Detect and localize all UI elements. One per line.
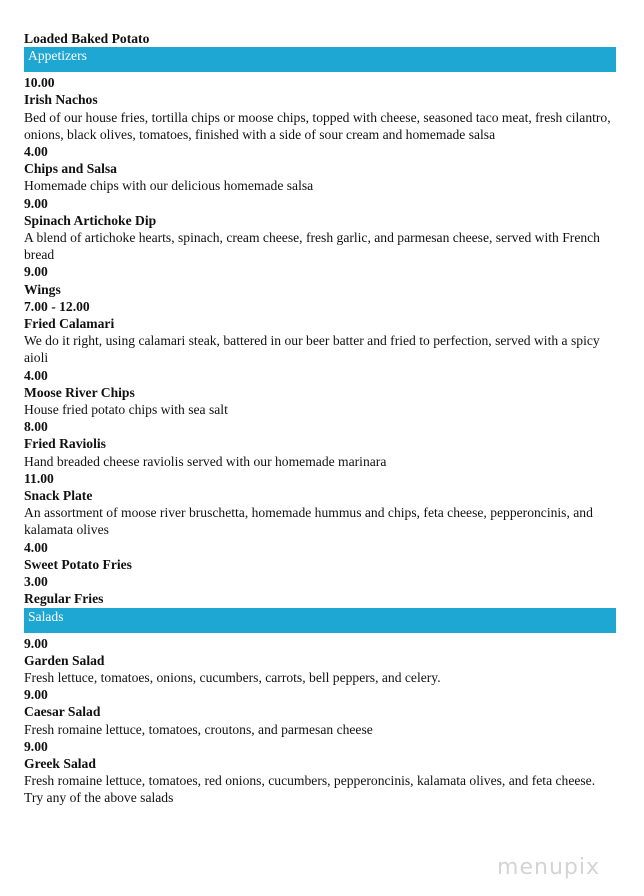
- item-description: House fried potato chips with sea salt: [24, 402, 228, 418]
- item-name: Wings: [24, 281, 61, 297]
- salads-heading: Salads: [24, 608, 616, 633]
- item-description: Bed of our house fries, tortilla chips or moose chips, topped with cheese, seasoned taco meat, fresh cilantro, onions, black olives, tomatoes, finished with a side of sour cream and homemade salsa: [24, 109, 611, 142]
- item-name: Garden Salad: [24, 652, 105, 668]
- item-description: Homemade chips with our delicious homemade salsa: [24, 178, 314, 194]
- item-name: Moose River Chips: [24, 384, 135, 400]
- item-price: 8.00: [24, 419, 48, 435]
- item-price: 9.00: [24, 687, 48, 703]
- item-price: 10.00: [24, 75, 55, 91]
- item-price: 3.00: [24, 574, 48, 590]
- item-name: Fried Raviolis: [24, 436, 106, 452]
- item-price: 9.00: [24, 738, 48, 754]
- item-description: Fresh lettuce, tomatoes, onions, cucumbers, carrots, bell peppers, and celery.: [24, 669, 441, 685]
- item-description: Fresh romaine lettuce, tomatoes, croutons, and parmesan cheese: [24, 721, 373, 737]
- item-price: 9.00: [24, 635, 48, 651]
- item-price: 4.00: [24, 367, 48, 383]
- item-name: Snack Plate: [24, 488, 93, 504]
- item-description: Fresh romaine lettuce, tomatoes, red onions, cucumbers, pepperoncinis, kalamata olives, and feta cheese. Try any of the above salads: [24, 773, 596, 806]
- item-name: Chips and Salsa: [24, 161, 117, 177]
- item-description: An assortment of moose river bruschetta, homemade hummus and chips, feta cheese, pepperoncinis, and kalamata olives: [24, 505, 593, 538]
- item-name: Fried Calamari: [24, 316, 115, 332]
- item-name: Irish Nachos: [24, 92, 98, 108]
- menu-page: [24, 30, 616, 807]
- item-name: Regular Fries: [24, 591, 104, 607]
- item-price: 4.00: [24, 539, 48, 555]
- item-price: 7.00 - 12.00: [24, 298, 90, 314]
- top-item-name: Loaded Baked Potato: [24, 31, 150, 46]
- item-price: 4.00: [24, 144, 48, 160]
- item-description: We do it right, using calamari steak, battered in our beer batter and fried to perfection, served with a spicy aioli: [24, 333, 600, 366]
- item-description: A blend of artichoke hearts, spinach, cream cheese, fresh garlic, and parmesan cheese, served with French bread: [24, 230, 600, 263]
- appetizers-heading: Appetizers: [24, 47, 616, 72]
- item-description: Hand breaded cheese raviolis served with our homemade marinara: [24, 453, 387, 469]
- item-price: 11.00: [24, 470, 54, 486]
- item-price: 9.00: [24, 264, 48, 280]
- item-price: 9.00: [24, 195, 48, 211]
- item-name: Spinach Artichoke Dip: [24, 212, 157, 228]
- item-name: Caesar Salad: [24, 704, 101, 720]
- item-name: Greek Salad: [24, 755, 96, 771]
- item-name: Sweet Potato Fries: [24, 556, 132, 572]
- menupix-watermark: menupix: [497, 855, 600, 880]
